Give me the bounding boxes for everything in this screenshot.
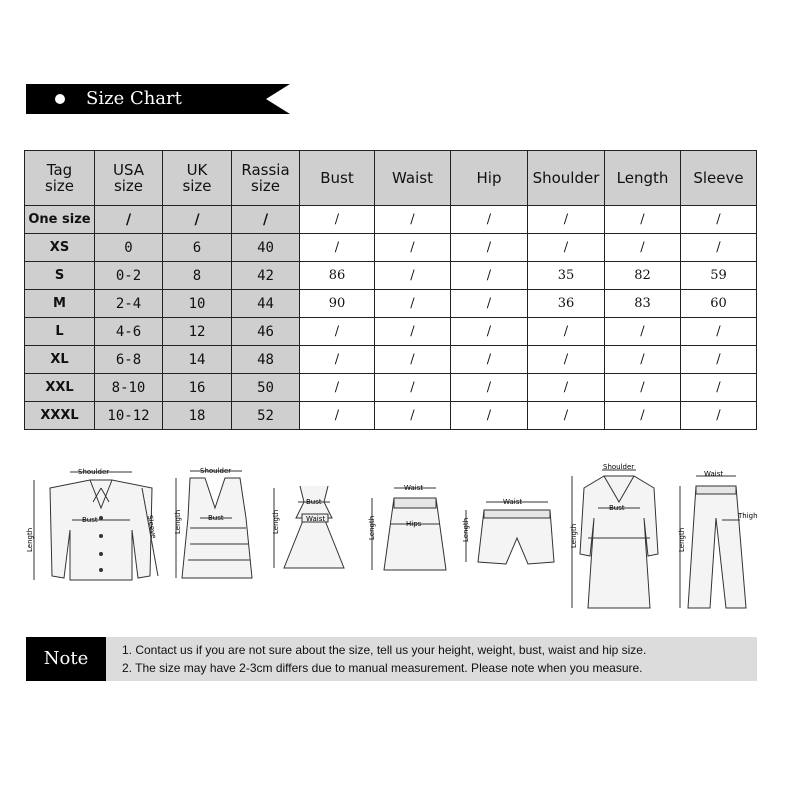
size-cell: /	[605, 206, 681, 234]
size-cell: /	[375, 262, 451, 290]
table-row	[25, 290, 757, 318]
diagram-label: Length	[174, 509, 182, 534]
size-cell: 10	[163, 290, 232, 318]
table-row	[25, 374, 757, 402]
size-cell: /	[375, 346, 451, 374]
column-header: Tag size	[25, 151, 95, 206]
diagram-label: Length	[272, 509, 280, 534]
table-row	[25, 206, 757, 234]
tag-size-cell: XXL	[25, 374, 95, 402]
diagram-label: Shoulder	[603, 463, 635, 471]
size-cell: 86	[300, 262, 375, 290]
size-cell: 2-4	[95, 290, 163, 318]
size-chart-banner	[26, 84, 290, 114]
tank-top-icon	[174, 467, 252, 578]
size-cell: /	[451, 206, 528, 234]
column-header: USA size	[95, 151, 163, 206]
size-cell: /	[605, 318, 681, 346]
size-cell: 14	[163, 346, 232, 374]
size-cell: /	[375, 206, 451, 234]
dress-icon	[272, 486, 344, 568]
diagram-label: Waist	[503, 498, 523, 506]
diagram-label: Shoulder	[78, 468, 110, 476]
tag-size-cell: M	[25, 290, 95, 318]
table-row	[25, 262, 757, 290]
size-cell: 8-10	[95, 374, 163, 402]
size-cell: /	[451, 262, 528, 290]
size-cell: /	[528, 374, 605, 402]
diagram-label: Length	[368, 515, 376, 540]
size-cell: /	[375, 402, 451, 430]
diagram-label: Bust	[82, 516, 98, 524]
size-cell: /	[605, 234, 681, 262]
size-cell: /	[681, 346, 757, 374]
size-cell: /	[375, 374, 451, 402]
size-cell: 4-6	[95, 318, 163, 346]
size-cell: /	[528, 234, 605, 262]
coat-icon	[570, 463, 658, 608]
tag-size-cell: S	[25, 262, 95, 290]
size-cell: 8	[163, 262, 232, 290]
size-cell: /	[528, 206, 605, 234]
size-cell: /	[300, 346, 375, 374]
size-cell: 6	[163, 234, 232, 262]
size-cell: /	[451, 234, 528, 262]
diagram-label: Length	[26, 527, 34, 552]
size-cell: 0-2	[95, 262, 163, 290]
column-header: Shoulder	[528, 151, 605, 206]
skirt-icon	[368, 484, 446, 570]
column-header: Length	[605, 151, 681, 206]
size-cell: /	[451, 290, 528, 318]
size-cell: /	[451, 318, 528, 346]
size-cell: /	[300, 374, 375, 402]
table-row	[25, 346, 757, 374]
diagram-label: Bust	[609, 504, 625, 512]
note-box	[26, 637, 757, 681]
size-cell: /	[300, 234, 375, 262]
size-cell: /	[451, 346, 528, 374]
size-cell: /	[375, 290, 451, 318]
table-row	[25, 234, 757, 262]
size-cell: 12	[163, 318, 232, 346]
column-header: Bust	[300, 151, 375, 206]
size-cell: /	[528, 346, 605, 374]
tag-size-cell: XS	[25, 234, 95, 262]
diagram-label: Bust	[208, 514, 224, 522]
column-header: UK size	[163, 151, 232, 206]
column-header: Waist	[375, 151, 451, 206]
size-cell: /	[528, 318, 605, 346]
size-cell: 90	[300, 290, 375, 318]
size-cell: /	[163, 206, 232, 234]
table-header-row	[25, 151, 757, 206]
size-cell: /	[681, 318, 757, 346]
size-cell: /	[95, 206, 163, 234]
size-table	[24, 150, 757, 430]
note-line: 1. Contact us if you are not sure about the size, tell us your height, weight, bust, waist and hip size.	[122, 643, 647, 657]
size-cell: 6-8	[95, 346, 163, 374]
size-cell: 82	[605, 262, 681, 290]
size-cell: /	[605, 402, 681, 430]
size-cell: /	[605, 346, 681, 374]
size-cell: /	[300, 318, 375, 346]
size-cell: /	[232, 206, 300, 234]
note-lines	[122, 641, 646, 677]
table-row	[25, 318, 757, 346]
shorts-icon	[462, 498, 554, 564]
tag-size-cell: L	[25, 318, 95, 346]
column-header: Sleeve	[681, 151, 757, 206]
diagram-label: Bust	[306, 498, 322, 506]
diagram-label: Waist	[704, 470, 724, 478]
bullet-dot-icon	[55, 94, 65, 104]
size-cell: 83	[605, 290, 681, 318]
column-header: Hip	[451, 151, 528, 206]
diagram-label: Length	[678, 527, 686, 552]
table-row	[25, 402, 757, 430]
size-cell: /	[451, 374, 528, 402]
size-cell: 60	[681, 290, 757, 318]
size-cell: 44	[232, 290, 300, 318]
diagram-label: Length	[462, 517, 470, 542]
size-cell: 46	[232, 318, 300, 346]
size-cell: 0	[95, 234, 163, 262]
size-cell: 52	[232, 402, 300, 430]
size-cell: 42	[232, 262, 300, 290]
size-cell: 40	[232, 234, 300, 262]
size-cell: 35	[528, 262, 605, 290]
size-cell: /	[451, 402, 528, 430]
size-cell: 10-12	[95, 402, 163, 430]
diagram-label: Waist	[306, 515, 326, 523]
banner-title: Size Chart	[86, 88, 182, 109]
column-header: Rassia size	[232, 151, 300, 206]
size-cell: /	[681, 374, 757, 402]
size-cell: 18	[163, 402, 232, 430]
size-cell: /	[528, 402, 605, 430]
size-cell: 36	[528, 290, 605, 318]
diagram-label: Sleeve	[145, 514, 158, 540]
size-cell: /	[681, 402, 757, 430]
size-cell: 50	[232, 374, 300, 402]
size-cell: /	[375, 318, 451, 346]
size-cell: /	[300, 402, 375, 430]
diagram-label: Waist	[404, 484, 424, 492]
note-line: 2. The size may have 2-3cm differs due to manual measurement. Please note when you measure.	[122, 661, 643, 675]
size-cell: 48	[232, 346, 300, 374]
size-cell: 59	[681, 262, 757, 290]
size-cell: /	[605, 374, 681, 402]
measurement-diagrams	[20, 458, 780, 618]
blouse-icon	[26, 468, 158, 580]
tag-size-cell: One size	[25, 206, 95, 234]
note-label: Note	[26, 637, 106, 681]
diagram-label: Length	[570, 523, 578, 548]
tag-size-cell: XL	[25, 346, 95, 374]
diagram-label: Shoulder	[200, 467, 232, 475]
tag-size-cell: XXXL	[25, 402, 95, 430]
diagram-label: Hips	[406, 520, 422, 528]
size-cell: 16	[163, 374, 232, 402]
size-cell: /	[681, 234, 757, 262]
size-cell: /	[375, 234, 451, 262]
size-cell: /	[681, 206, 757, 234]
size-cell: /	[300, 206, 375, 234]
diagram-label: Thigh	[738, 512, 758, 520]
trousers-icon	[678, 470, 758, 608]
